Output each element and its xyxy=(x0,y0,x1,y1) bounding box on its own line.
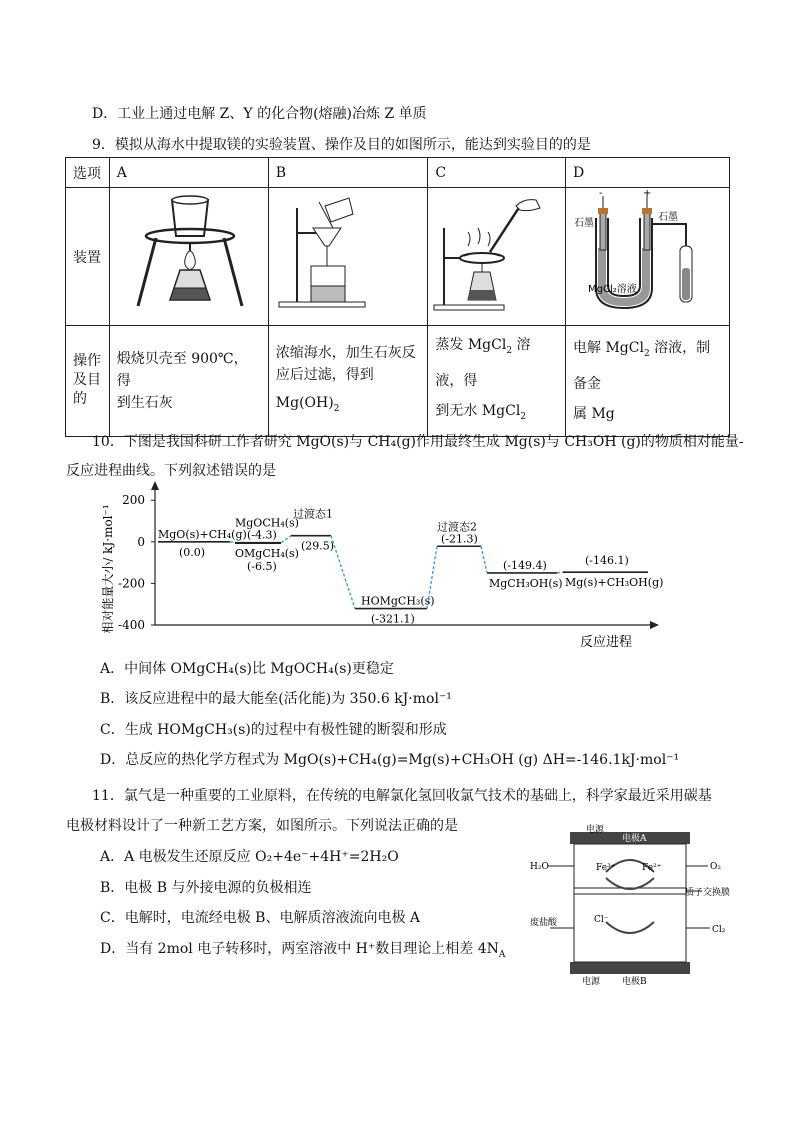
evaporation-setup-image xyxy=(428,188,564,321)
q11-stem-line1: 11．氯气是一种重要的工业原料，在传统的电解氯化氢回收氯气技术的基础上，科学家最近采用碳基 xyxy=(92,788,712,804)
o2-label: O₂ xyxy=(710,862,721,872)
q10-option-d: D．总反应的热化学方程式为 MgO(s)+CH₄(g)=Mg(s)+CH₃OH (g) ΔH=-146.1kJ·mol⁻¹ xyxy=(100,752,680,768)
value-label: (-4.3) xyxy=(247,528,277,542)
electrode-a-label: 电极A xyxy=(622,834,647,844)
membrane-label: 质子交换膜 xyxy=(685,888,731,898)
q9-op-c-t2: 溶液，得 xyxy=(435,337,531,389)
connector-line xyxy=(331,536,355,609)
q9-op-a-line1: 煅烧贝壳至 900℃，得 xyxy=(116,350,248,389)
q10-stem-line2: 反应进程曲线。下列叙述错误的是 xyxy=(66,463,276,479)
q9-op-d xyxy=(566,326,730,437)
y-tick-label: -200 xyxy=(118,576,145,591)
d-label-solution: MgCl₂溶液 xyxy=(588,284,637,295)
q10-option-c: C．生成 HOMgCH₃(s)的过程中有极性键的断裂和形成 xyxy=(100,722,447,738)
d-label-plus: + xyxy=(643,188,652,199)
q9-op-c-s2: 2 xyxy=(520,411,527,422)
y-axis-label: 相对能量大小/ kJ·mol⁻¹ xyxy=(101,504,115,634)
y-tick-label: -400 xyxy=(118,618,145,632)
q9-stem: 9．模拟从海水中提取镁的实验装置、操作及目的如图所示，能达到实验目的的是 xyxy=(92,137,591,153)
filtration-setup-image xyxy=(269,188,427,321)
q9-device-d xyxy=(566,188,730,326)
cl-ion-label: Cl⁻ xyxy=(594,915,609,925)
q8-option-d: D．工业上通过电解 Z、Y 的化合物(熔融)冶炼 Z 单质 xyxy=(92,106,427,122)
q10-stem-line1: 10．下图是我国科研工作者研究 MgO(s)与 CH₄(g)作用最终生成 Mg(s)与 CH₃OH (g)的物质相对能量- xyxy=(92,434,744,450)
q9-op-d-t2: 溶液，制备金 xyxy=(573,339,711,392)
q9-op-b-sub: 2 xyxy=(333,403,340,414)
q11-option-a: A．A 电极发生还原反应 O₂+4e⁻+4H⁺=2H₂O xyxy=(100,849,399,865)
top-power-label: 电源 xyxy=(586,825,605,835)
waste-acid-label: 废盐酸 xyxy=(530,918,558,928)
value-label: (0.0) xyxy=(179,545,206,559)
species-label: MgCH₃OH(s) xyxy=(489,576,563,590)
fe3-label: Fe³⁺ xyxy=(596,863,616,873)
species-label: HOMgCH₃(s) xyxy=(361,594,435,608)
connector-line xyxy=(281,536,291,543)
d-label-minus: - xyxy=(599,188,603,199)
value-label: (-6.5) xyxy=(247,560,277,574)
q9-op-a-line2: 到生石灰 xyxy=(116,394,173,411)
q9-op-d-s1: 2 xyxy=(643,348,650,359)
q9-op-label-3: 的 xyxy=(73,391,87,408)
x-axis-arrow xyxy=(650,621,659,629)
y-tick-label: 0 xyxy=(137,534,145,549)
d-label-right-graphite: 石墨 xyxy=(658,212,678,223)
q11-option-c: C．电解时，电流经电极 B、电解质溶液流向电极 A xyxy=(100,910,421,926)
electrode-b-plate xyxy=(570,962,690,974)
species-label: 过渡态2 xyxy=(437,520,477,534)
q9-header-a: A xyxy=(109,158,268,188)
y-tick-label: 200 xyxy=(122,493,145,508)
q9-op-b-line3 xyxy=(276,392,421,420)
q10-option-b: B．该反应进程中的最大能垒(活化能)为 350.6 kJ·mol⁻¹ xyxy=(100,691,452,707)
y-axis-arrow xyxy=(151,481,159,490)
species-label: 过渡态1 xyxy=(293,507,333,521)
cell-body xyxy=(574,844,686,962)
q9-header-option: 选项 xyxy=(66,158,110,188)
q9-op-b-mgoh2: Mg(OH) xyxy=(275,394,334,411)
crucible-tripod-burner-image xyxy=(110,188,268,321)
q9-header-b: B xyxy=(268,158,428,188)
species-label: MgO(s)+CH₄(g) xyxy=(158,527,247,541)
value-label: (-149.4) xyxy=(503,558,547,572)
q9-device-label: 装置 xyxy=(66,188,110,326)
q9-op-c-line2 xyxy=(435,396,558,432)
q9-header-row xyxy=(66,158,730,188)
q9-op-c xyxy=(428,326,566,437)
cl2-label: Cl₂ xyxy=(712,925,726,935)
q9-op-d-t1: 电解 MgCl xyxy=(573,339,644,356)
q9-op-c-t3: 到无水 MgCl xyxy=(435,402,521,419)
q11-option-d-text: D．当有 2mol 电子转移时，两室溶液中 H⁺数目理论上相差 4N xyxy=(100,941,499,957)
q9-device-b xyxy=(268,188,428,326)
d-label-left-graphite: 石墨 xyxy=(574,218,594,229)
q9-op-b xyxy=(268,326,428,437)
connector-line xyxy=(230,542,235,543)
electrolysis-cell-diagram xyxy=(530,825,740,987)
species-label: OMgCH₄(s) xyxy=(235,547,299,561)
q9-op-label xyxy=(66,326,110,437)
q9-op-a xyxy=(109,326,268,437)
connector-line xyxy=(557,572,563,573)
bottom-power-label: 电源 xyxy=(582,977,601,987)
q9-header-d: D xyxy=(566,158,730,188)
value-label: (-321.1) xyxy=(371,612,415,626)
q9-device-row xyxy=(66,188,730,326)
q11-option-b: B．电极 B 与外接电源的负极相连 xyxy=(100,880,312,896)
value-label: (29.5) xyxy=(301,539,335,553)
q9-op-b-line2: 应后过滤，得到 xyxy=(275,366,374,383)
q9-op-label-1: 操作 xyxy=(73,353,101,370)
q11-option-d xyxy=(100,938,505,960)
species-label: Mg(s)+CH₃OH(g) xyxy=(565,576,664,590)
connector-line xyxy=(481,546,487,573)
species-label: MgOCH₄(s) xyxy=(235,516,299,530)
value-label: (-21.3) xyxy=(441,532,478,546)
q11-option-d-sub: A xyxy=(498,949,506,960)
x-axis-label: 反应进程 xyxy=(580,635,633,650)
q11-stem-line2: 电极材料设计了一种新工艺方案，如图所示。下列说法正确的是 xyxy=(66,818,458,834)
q9-device-c xyxy=(428,188,566,326)
u-tube-electrolysis-image xyxy=(566,188,729,321)
value-label: (-146.1) xyxy=(585,554,629,568)
q9-op-label-2: 及目 xyxy=(73,372,101,389)
q9-op-c-t1: 蒸发 MgCl xyxy=(435,337,507,353)
q9-table xyxy=(65,157,730,437)
q9-op-b-line1: 浓缩海水，加生石灰反 xyxy=(275,344,416,361)
q10-option-a: A．中间体 OMgCH₄(s)比 MgOCH₄(s)更稳定 xyxy=(100,661,394,677)
h2o-label: H₂O xyxy=(530,862,549,872)
q9-op-d-line2: 属 Mg xyxy=(573,405,615,422)
fe2-label: Fe²⁺ xyxy=(642,863,662,873)
q9-header-c: C xyxy=(428,158,566,188)
q9-op-d-line1 xyxy=(573,333,722,399)
electrode-b-label: 电极B xyxy=(622,977,647,987)
q9-device-a xyxy=(109,188,268,326)
q9-op-c-line1 xyxy=(435,330,558,396)
q9-operation-row xyxy=(66,326,730,437)
q9-op-c-s1: 2 xyxy=(506,345,513,356)
energy-profile-chart xyxy=(95,480,675,652)
